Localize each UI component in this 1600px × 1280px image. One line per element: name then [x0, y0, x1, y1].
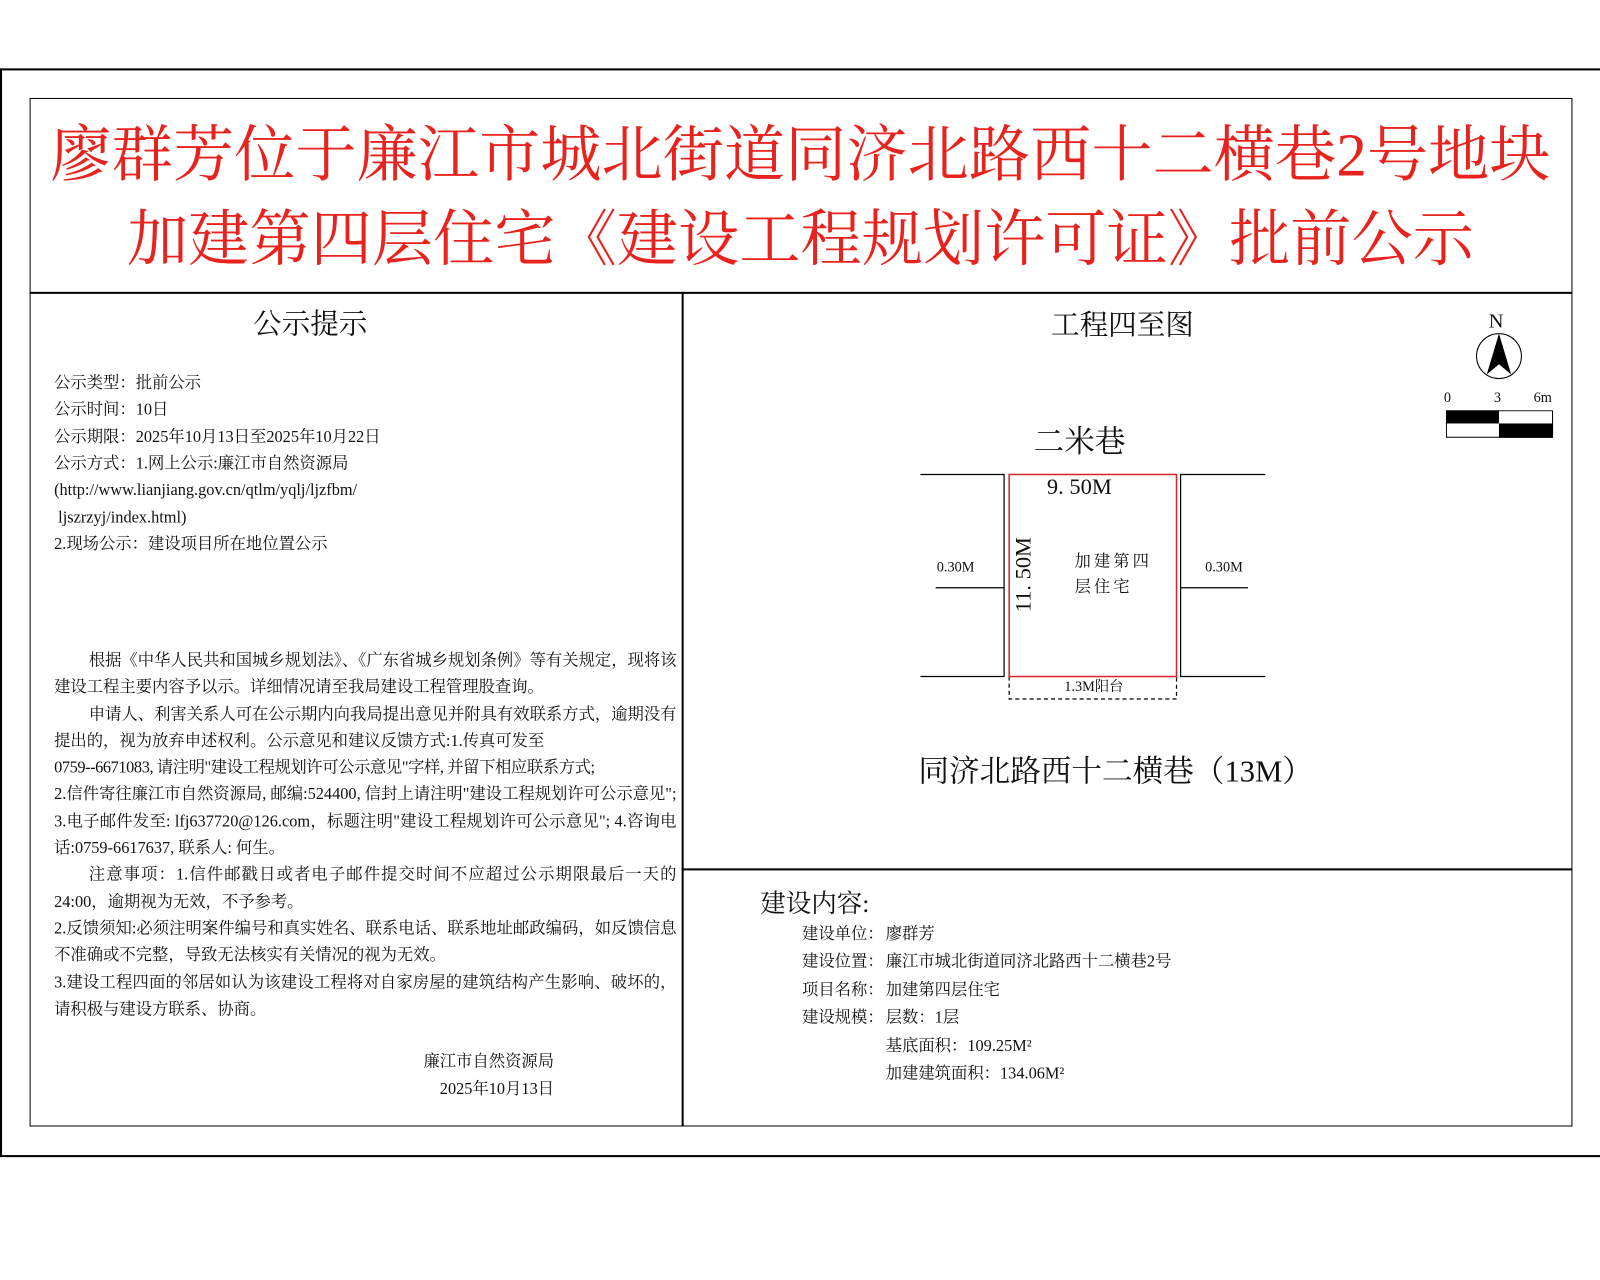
- title-line-2: 加建第四层住宅《建设工程规划许可证》批前公示: [127, 206, 1474, 274]
- info-line: 公示期限：2025年10月13日至2025年10月22日: [54, 428, 381, 446]
- content-value: 加建建筑面积：134.06M²: [885, 1065, 1065, 1083]
- right-gap-dimension: 0.30M: [1205, 560, 1243, 576]
- info-line: 公示方式：1.网上公示:廉江市自然资源局: [54, 455, 349, 473]
- building-label: 加建第四: [1074, 553, 1153, 571]
- info-line: 公示类型：批前公示: [54, 374, 202, 392]
- building-label: 层住宅: [1074, 578, 1133, 596]
- balcony-dimension: 1.3M阳台: [1064, 679, 1124, 695]
- paragraph: 申请人、利害关系人可在公示期内向我局提出意见并附具有效联系方式，逾期没有提出的，视为放弃申述权利。公示意见和建议反馈方式:1.传真可发至: [54, 705, 677, 750]
- website-link[interactable]: ljszrzyj/index.html): [54, 509, 187, 527]
- content-value: 基底面积：109.25M²: [885, 1037, 1032, 1056]
- content-label: 建设规模：: [802, 1009, 884, 1027]
- right-divider: [682, 868, 1573, 870]
- width-dimension: 9. 50M: [1046, 473, 1112, 499]
- paragraph: 2.信件寄往廉江市自然资源局, 邮编:524400, 信封上请注明"建设工程规划许可公示意见"; 3.电子邮件发至: lfj637720@126.com，标题注明"建设工程规划许可公示意见"; 4.咨询电话:0759-6617637, 联系人: 何生。: [54, 786, 677, 858]
- outer-left-border: [0, 68, 2, 1156]
- notice-heading: 公示提示: [253, 309, 368, 341]
- title-line-1: 廖群芳位于廉江市城北街道同济北路西十二横巷2号地块: [50, 121, 1551, 189]
- content-value: 加建第四层住宅: [885, 981, 1001, 999]
- south-road-label: 同济北路西十二横巷（13M）: [918, 755, 1313, 789]
- paragraph: 注意事项：1.信件邮戳日或者电子邮件提交时间不应超过公示期限最后一天的24:00，逾期视为无效，不予参考。: [54, 866, 677, 911]
- info-line: 2.现场公示：建设项目所在地位置公示: [54, 535, 328, 554]
- outer-top-border: [0, 68, 1600, 70]
- content-value: 层数：1层: [885, 1009, 960, 1027]
- scale-bar: [1446, 410, 1554, 441]
- info-line: 公示时间：10日: [54, 401, 169, 419]
- signature-date: 2025年10月13日: [439, 1080, 555, 1098]
- paragraph: 0759--6671083, 请注明"建设工程规划许可公示意见"字样, 并留下相应联系方式;: [54, 759, 595, 777]
- content-value: 廉江市城北街道同济北路西十二横巷2号: [885, 953, 1172, 971]
- notice-body: [54, 648, 676, 1024]
- signature: 廉江市自然资源局: [423, 1053, 555, 1071]
- scale-label: 3: [1493, 390, 1502, 407]
- content-heading: 建设内容:: [760, 890, 870, 919]
- content-label: 项目名称：: [802, 981, 884, 999]
- column-divider: [682, 292, 684, 1126]
- depth-dimension: 11. 50M: [1010, 536, 1036, 613]
- north-label: N: [1488, 310, 1504, 333]
- website-link[interactable]: (http://www.lianjiang.gov.cn/qtlm/yqlj/ljzfbm/: [54, 481, 358, 499]
- left-gap-dimension: 0.30M: [936, 560, 975, 576]
- content-value: 廖群芳: [885, 925, 935, 943]
- map-heading: 工程四至图: [1051, 310, 1194, 342]
- paragraph: 2.反馈须知:必须注明案件编号和真实姓名、联系电话、联系地址邮政编码，如反馈信息不准确或不完整，导致无法核实有关情况的视为无效。: [54, 920, 677, 965]
- scale-label: 0: [1443, 390, 1452, 407]
- paragraph: 根据《中华人民共和国城乡规划法》、《广东省城乡规划条例》等有关规定，现将该建设工程主要内容予以示。详细情况请至我局建设工程管理股查询。: [54, 652, 677, 697]
- north-arrow-icon: [1469, 332, 1530, 383]
- paragraph: 3.建设工程四面的邻居如认为该建设工程将对自家房屋的建筑结构产生影响、破坏的，请积极与建设方联系、协商。: [54, 974, 677, 1019]
- north-road-label: 二米巷: [1033, 425, 1126, 460]
- title-divider: [30, 292, 1573, 294]
- scale-label: 6m: [1533, 390, 1552, 407]
- outer-bottom-border: [0, 1155, 1600, 1157]
- content-label: 建设位置：: [802, 953, 884, 971]
- content-label: 建设单位：: [802, 925, 884, 943]
